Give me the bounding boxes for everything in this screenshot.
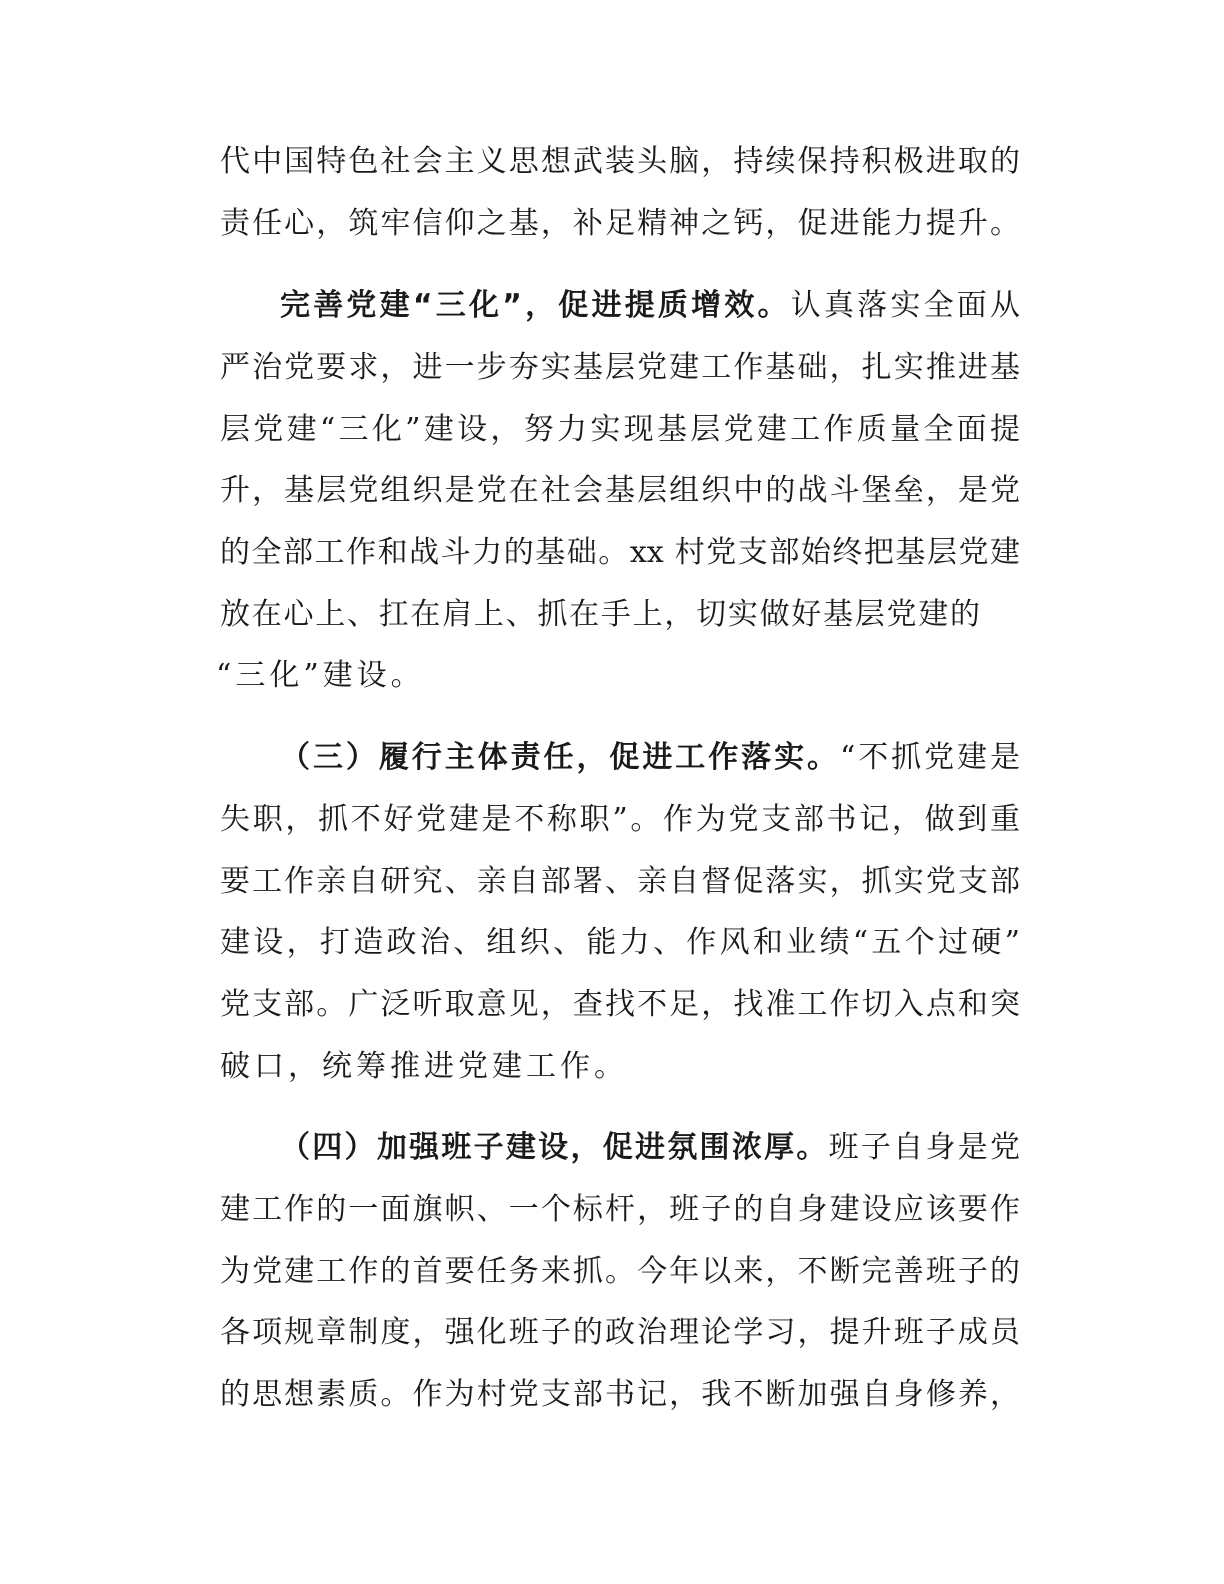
paragraph-4-line-1-text: 班子自身是党 bbox=[828, 1130, 1021, 1165]
paragraph-2-heading: 完善党建“三化”，促进提质增效。 bbox=[280, 288, 791, 323]
paragraph-4-line-3: 为党建工作的首要任务来抓。今年以来，不断完善班子的 bbox=[220, 1254, 1020, 1289]
paragraph-1-line-2: 责任心，筑牢信仰之基，补足精神之钙，促进能力提升。 bbox=[220, 206, 1020, 241]
paragraph-3-line-3: 要工作亲自研究、亲自部署、亲自督促落实，抓实党支部 bbox=[220, 864, 1020, 899]
paragraph-1-line-1: 代中国特色社会主义思想武装头脑，持续保持积极进取的 bbox=[220, 144, 1020, 179]
paragraph-3-line-5: 党支部。广泛听取意见，查找不足，找准工作切入点和突 bbox=[220, 987, 1020, 1022]
paragraph-4-line-5: 的思想素质。作为村党支部书记，我不断加强自身修养， bbox=[220, 1377, 1020, 1412]
paragraph-3-line-4: 建设，打造政治、组织、能力、作风和业绩“五个过硬” bbox=[220, 925, 1020, 960]
paragraph-3-line-2: 失职，抓不好党建是不称职”。作为党支部书记，做到重 bbox=[220, 802, 1020, 837]
paragraph-2-line-7: “三化”建设。 bbox=[216, 658, 425, 693]
paragraph-3-line-1 bbox=[280, 734, 1020, 782]
paragraph-3-heading: （三）履行主体责任，促进工作落实。 bbox=[280, 740, 840, 775]
paragraph-2-line-4: 升，基层党组织是党在社会基层组织中的战斗堡垒，是党 bbox=[220, 473, 1020, 508]
paragraph-4-line-1 bbox=[280, 1124, 1020, 1172]
paragraph-2-line-1 bbox=[280, 282, 1020, 330]
paragraph-2-line-5: 的全部工作和战斗力的基础。xx 村党支部始终把基层党建 bbox=[220, 535, 1020, 570]
paragraph-2-line-1-text: 认真落实全面从 bbox=[790, 288, 1021, 323]
paragraph-4-line-4: 各项规章制度，强化班子的政治理论学习，提升班子成员 bbox=[220, 1315, 1020, 1350]
paragraph-2-line-3: 层党建“三化”建设，努力实现基层党建工作质量全面提 bbox=[220, 412, 1020, 447]
paragraph-2-line-6: 放在心上、扛在肩上、抓在手上，切实做好基层党建的 bbox=[220, 597, 980, 632]
paragraph-2-line-2: 严治党要求，进一步夯实基层党建工作基础，扎实推进基 bbox=[220, 350, 1020, 385]
paragraph-3-line-1-text: “不抓党建是 bbox=[839, 740, 1021, 775]
paragraph-4-heading: （四）加强班子建设，促进氛围浓厚。 bbox=[280, 1130, 829, 1165]
paragraph-4-line-2: 建工作的一面旗帜、一个标杆，班子的自身建设应该要作 bbox=[220, 1192, 1020, 1227]
paragraph-3-line-6: 破口，统筹推进党建工作。 bbox=[220, 1049, 628, 1084]
